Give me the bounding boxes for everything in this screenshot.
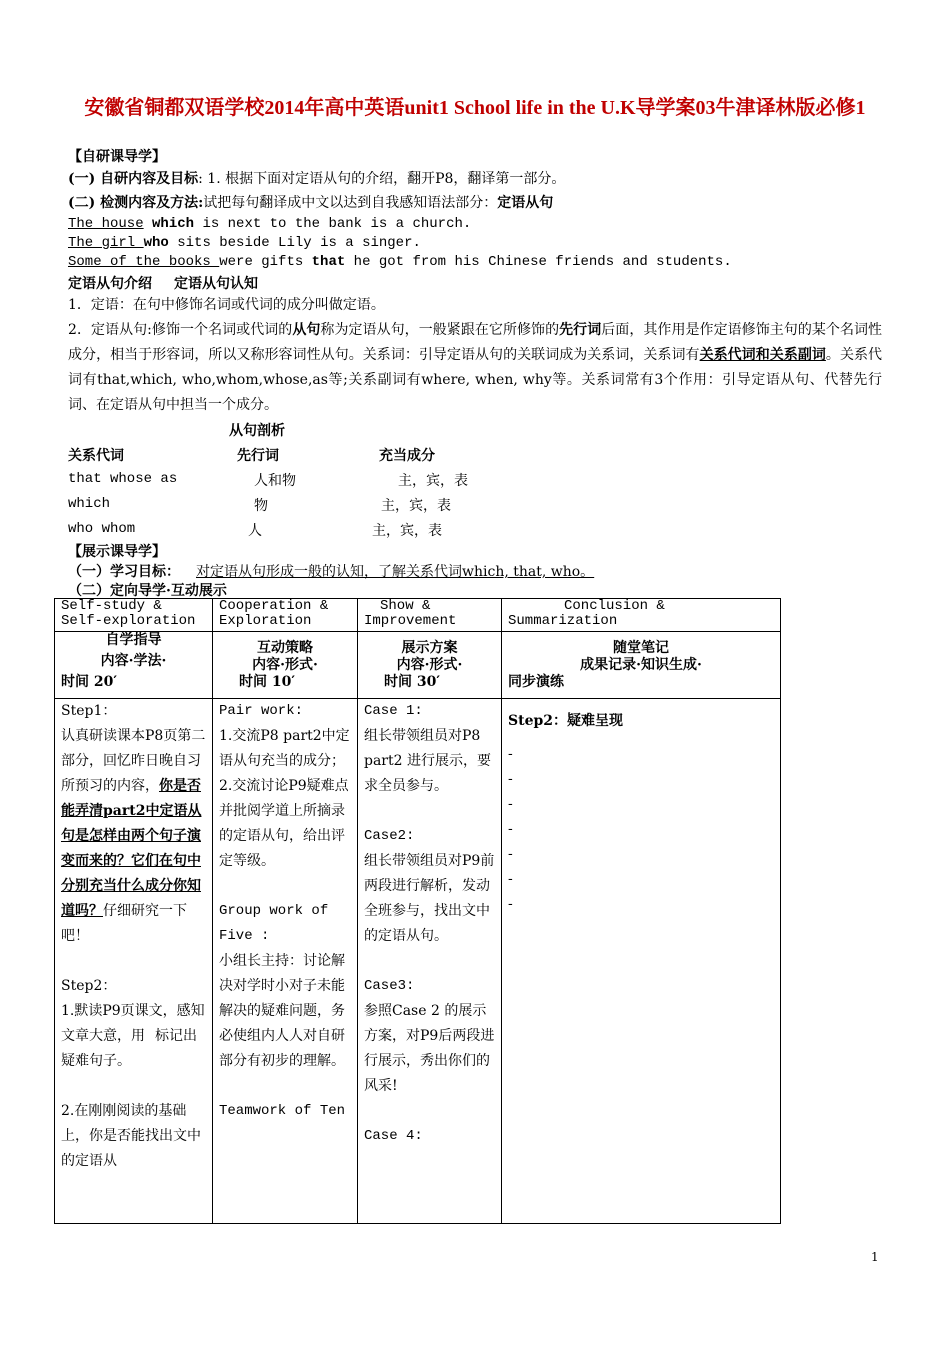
- learning-goal-text: 对定语从句形成一般的认知，了解关系代词which, that, who。: [196, 564, 595, 580]
- c1-t1: 认真研读课本P8页第二部分，回忆昨日晚自习所预习的内容，: [61, 728, 206, 794]
- h2-1a: 自学指导: [105, 632, 162, 648]
- definition-2: [68, 318, 882, 418]
- section-heading-self-study: 【自研课导学】: [68, 149, 166, 165]
- p2-g: 。关系代词有that,which, who,whom,whose,as等;关系副词有where, when, why等。关系词常有3个作用：引导定语从句、代替先行词、在定语从句中担当一个成分。: [68, 347, 883, 413]
- p2-c: 称为定语从句，一般紧跟在它所修饰的: [320, 322, 560, 338]
- lesson-table: [54, 598, 781, 1224]
- example-sentence-3: [68, 254, 732, 270]
- guide-heading: （二）定向导学·互动展示: [68, 583, 227, 599]
- row-3-antecedent: 人: [248, 523, 262, 539]
- intro-heading-b: 定语从句认知: [174, 276, 258, 292]
- c1-t5: 标记出疑难句子。: [61, 1028, 197, 1069]
- p2-d: 先行词: [559, 322, 602, 338]
- p2-a: 2．定语从句:修饰一个名词或代词的: [68, 322, 293, 338]
- goal-text: : 1. 根据下面对定语从句的介绍，翻开P8，翻译第一部分。: [198, 171, 566, 187]
- row-2-function: 主，宾，表: [381, 498, 451, 514]
- c1-t4: 1.默读P9页课文，感知文章大意，用: [61, 1003, 205, 1044]
- col-header-function: 充当成分: [379, 448, 435, 464]
- row-1-antecedent: 人和物: [254, 473, 296, 489]
- document-title: 安徽省铜都双语学校2014年高中英语unit1 School life in the U.K导学案03牛津译林版必修1: [84, 97, 866, 119]
- p2-f: 关系代词和关系副词: [699, 347, 826, 363]
- h2-3b: 内容·形式·: [396, 657, 463, 673]
- c2-t3: 小组长主持：讨论解决对学时小对子未能解决的疑难问题，务必使组内人人对自研部分有初步的理解。: [219, 953, 345, 1069]
- c3-t2: 组长带领组员对P9前两段进行解析，发动全班参与，找出文中的定语从句。: [364, 853, 495, 944]
- h1-1a: Self-study &: [61, 598, 162, 614]
- goal-line: [68, 168, 565, 188]
- c2-h3: Teamwork of Ten: [219, 1103, 346, 1119]
- method-topic: 定语从句: [497, 195, 554, 211]
- h2-4a: 随堂笔记: [613, 640, 669, 656]
- header-conclusion: [502, 599, 781, 632]
- h2-2b: 内容·形式·: [252, 657, 318, 673]
- header-cooperation: [213, 599, 358, 632]
- c1-step1: Step1：: [61, 703, 117, 719]
- row-2-antecedent: 物: [254, 498, 268, 514]
- ex2-relative: who: [143, 235, 169, 251]
- row-3-function: 主，宾，表: [372, 523, 442, 539]
- method-line: [68, 192, 553, 212]
- h1-3b: Improvement: [364, 613, 457, 629]
- h2-2a: 互动策略: [257, 640, 313, 656]
- ex3-antecedent: Some of the books: [68, 254, 220, 270]
- learning-goal-label: （一）学习目标：: [68, 564, 180, 580]
- header-self-study: [55, 599, 213, 632]
- c3-h2: Case2:: [364, 828, 415, 844]
- c1-t3: 仔细研究一下吧！: [61, 903, 187, 944]
- note-line: -: [508, 846, 513, 862]
- c2-t1: 1.交流P8 part2中定语从句充当的成分；: [219, 728, 350, 769]
- ex1-relative: which: [152, 216, 195, 232]
- note-line: -: [508, 896, 513, 912]
- example-sentence-1: [68, 216, 471, 232]
- c3-t1: 组长带领组员对P8 part2 进行展示，要求全员参与。: [364, 728, 491, 794]
- h1-1b: Self-exploration: [61, 613, 196, 629]
- cell-show: [358, 699, 502, 1224]
- ex3-relative: that: [311, 254, 346, 270]
- h2-1b: 内容·学法·: [100, 653, 167, 669]
- cell-self-study: [55, 699, 213, 1224]
- h2-1c: 时间 20′: [61, 674, 118, 690]
- intro-heading-a: 定语从句介绍: [68, 276, 152, 292]
- col-header-antecedent: 先行词: [237, 448, 279, 464]
- c1-t6: 2.在刚刚阅读的基础上，你是否能找出文中的定语从: [61, 1103, 201, 1169]
- header-show-plan: [358, 632, 502, 699]
- method-text: 试把每句翻译成中文以达到自我感知语法部分：: [203, 195, 498, 211]
- c2-h2: Group work of Five :: [219, 903, 329, 944]
- note-line: -: [508, 771, 513, 787]
- cell-notes: [502, 699, 781, 1224]
- method-label: (二) 检测内容及方法:: [68, 195, 204, 211]
- h2-4b: 成果记录·知识生成·: [580, 657, 702, 673]
- row-1-pronoun: that whose as: [68, 471, 178, 487]
- c1-step2: Step2：: [61, 978, 117, 994]
- ex2-rest: sits beside Lily is a singer.: [168, 235, 421, 251]
- table-header-row-2: [55, 632, 781, 699]
- ex2-antecedent: The girl: [68, 235, 144, 251]
- c3-t3: 参照Case 2 的展示方案，对P9后两段进行展示，秀出你们的风采!: [364, 1003, 495, 1094]
- ex3-rest: he got from his Chinese friends and students.: [345, 254, 732, 270]
- note-line: -: [508, 871, 513, 887]
- c1-t2: 你是否能弄清part2中定语从句是怎样由两个句子演变而来的？它们在句中分别充当什么成分你知道吗？: [61, 778, 202, 919]
- header-interaction: [213, 632, 358, 699]
- note-line: -: [508, 821, 513, 837]
- h2-3c: 时间 30′: [384, 674, 441, 690]
- row-3-pronoun: who whom: [68, 521, 136, 537]
- h1-3a: Show &: [380, 598, 431, 614]
- intro-heading: [68, 273, 258, 293]
- row-2-pronoun: which: [68, 496, 111, 512]
- c3-h4: Case 4:: [364, 1128, 423, 1144]
- c4-heading: Step2：疑难呈现: [508, 713, 624, 729]
- h2-3a: 展示方案: [401, 640, 458, 656]
- cell-cooperation: [213, 699, 358, 1224]
- ex1-rest: is next to the bank is a church.: [194, 216, 472, 232]
- row-1-function: 主，宾，表: [398, 473, 468, 489]
- h1-2a: Cooperation &: [219, 598, 329, 614]
- h1-4a: Conclusion &: [564, 598, 665, 614]
- note-line: -: [508, 796, 513, 812]
- ex1-antecedent: The house: [68, 216, 144, 232]
- h2-4c: 同步演练: [508, 674, 564, 690]
- header-notes: [502, 632, 781, 699]
- learning-goal-line: [68, 561, 594, 581]
- p2-e: 后面，其作用是作定语修饰主句的某个名词性成分，相当于形容词，所以又称形容词性从句。关系词：引导定语从句的关联词成为关系词，关系词有: [68, 322, 883, 363]
- h1-4b: Summarization: [508, 613, 618, 629]
- p2-b: 从句: [292, 322, 321, 338]
- c2-t2: 2.交流讨论P9疑难点并批阅学道上所摘录的定语从句，给出评定等级。: [219, 778, 349, 869]
- analysis-title: 从句剖析: [229, 423, 285, 439]
- h1-2b: Exploration: [219, 613, 312, 629]
- page-number: 1: [871, 1250, 879, 1264]
- col-header-pronoun: 关系代词: [68, 448, 124, 464]
- c3-h1: Case 1:: [364, 703, 423, 719]
- ex3-verb: were gifts: [219, 254, 312, 270]
- header-self-guide: [55, 632, 213, 699]
- definition-1: 1．定语：在句中修饰名词或代词的成分叫做定语。: [68, 297, 385, 313]
- example-sentence-2: [68, 235, 421, 251]
- note-line: -: [508, 746, 513, 762]
- section-heading-show: 【展示课导学】: [68, 544, 166, 560]
- goal-label: (一) 自研内容及目标: [68, 171, 199, 187]
- c2-h1: Pair work:: [219, 703, 304, 719]
- table-header-row-1: [55, 599, 781, 632]
- header-show: [358, 599, 502, 632]
- h2-2c: 时间 10′: [239, 674, 296, 690]
- table-body-row: [55, 699, 781, 1224]
- c3-h3: Case3:: [364, 978, 415, 994]
